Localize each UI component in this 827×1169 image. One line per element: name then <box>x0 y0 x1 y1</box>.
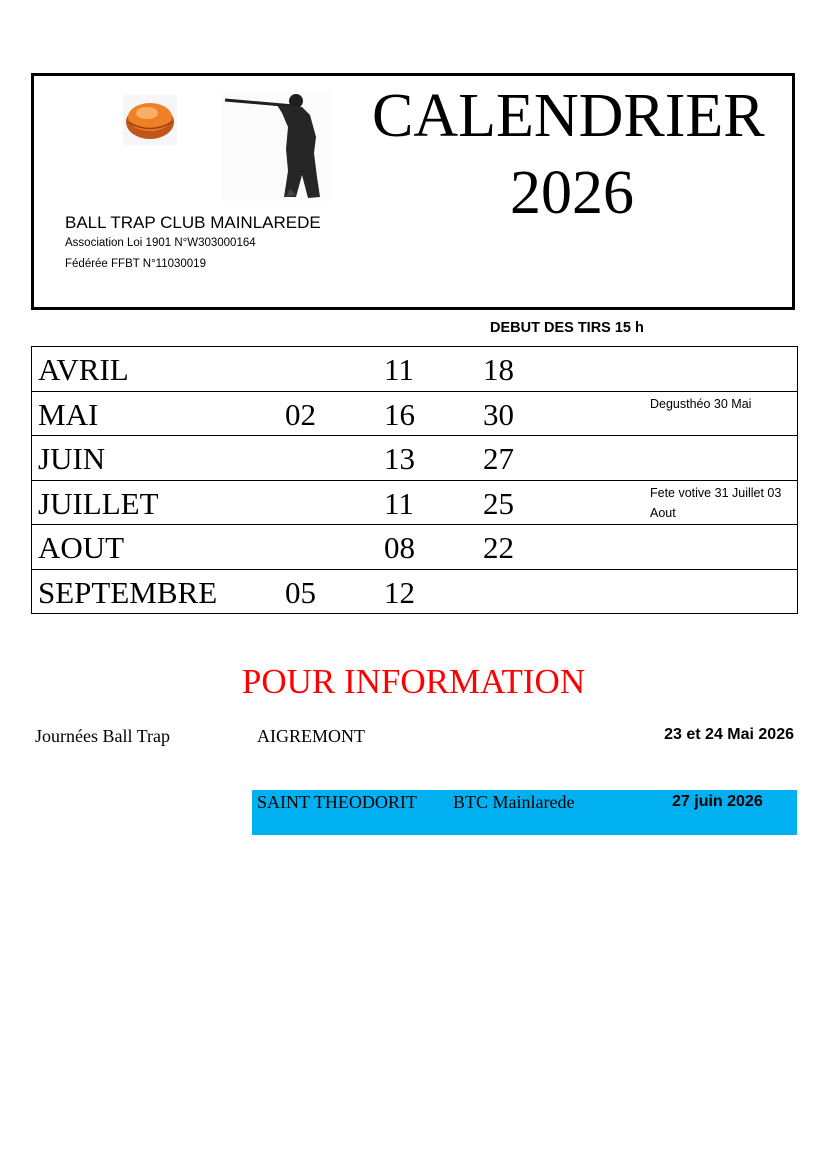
date-cell: 11 <box>384 485 414 521</box>
calendar-table <box>31 346 798 614</box>
date-cell: 13 <box>384 441 415 476</box>
date-cell: 18 <box>483 352 514 387</box>
row-note: Fete votive 31 Juillet 03 Aout <box>650 485 782 520</box>
calendar-row <box>32 436 797 481</box>
month-name: AOUT <box>38 530 125 565</box>
calendar-row <box>32 481 797 526</box>
info-heading: POUR INFORMATION <box>241 662 586 701</box>
club-association-number: Association Loi 1901 N°W303000164 <box>65 237 256 249</box>
date-cell: 02 <box>285 396 316 432</box>
date-cell: 30 <box>483 396 514 432</box>
start-time-note: DEBUT DES TIRS 15 h <box>490 320 644 336</box>
month-name: MAI <box>38 396 99 432</box>
date-cell: 16 <box>384 396 415 432</box>
calendar-row <box>32 392 797 437</box>
month-name: AVRIL <box>38 352 129 387</box>
page-year: 2026 <box>510 159 634 227</box>
club-federation-number: Fédérée FFBT N°11030019 <box>65 258 206 270</box>
calendar-row <box>32 570 797 615</box>
month-name: SEPTEMBRE <box>38 574 218 610</box>
calendar-row <box>32 525 797 570</box>
calendar-row <box>32 347 797 392</box>
row-note: Degusthéo 30 Mai <box>650 396 752 411</box>
date-cell: 08 <box>384 530 415 565</box>
date-cell: 11 <box>384 352 414 387</box>
event-label: Journées Ball Trap <box>35 726 170 746</box>
event-date: 27 juin 2026 <box>672 793 763 810</box>
page-title: CALENDRIER <box>372 82 765 150</box>
clay-pigeon-icon <box>123 95 177 145</box>
date-cell: 12 <box>384 574 415 610</box>
club-name: BALL TRAP CLUB MAINLAREDE <box>65 213 321 232</box>
date-cell: 25 <box>483 485 514 521</box>
event-date: 23 et 24 Mai 2026 <box>664 726 794 743</box>
date-cell: 27 <box>483 441 514 476</box>
event-club: BTC Mainlarede <box>453 792 575 812</box>
shooter-silhouette-icon <box>222 93 332 201</box>
month-name: JUIN <box>38 441 106 476</box>
event-place: AIGREMONT <box>257 726 365 746</box>
month-name: JUILLET <box>38 485 159 521</box>
date-cell: 22 <box>483 530 514 565</box>
event-place: SAINT THEODORIT <box>257 792 417 812</box>
date-cell: 05 <box>285 574 316 610</box>
